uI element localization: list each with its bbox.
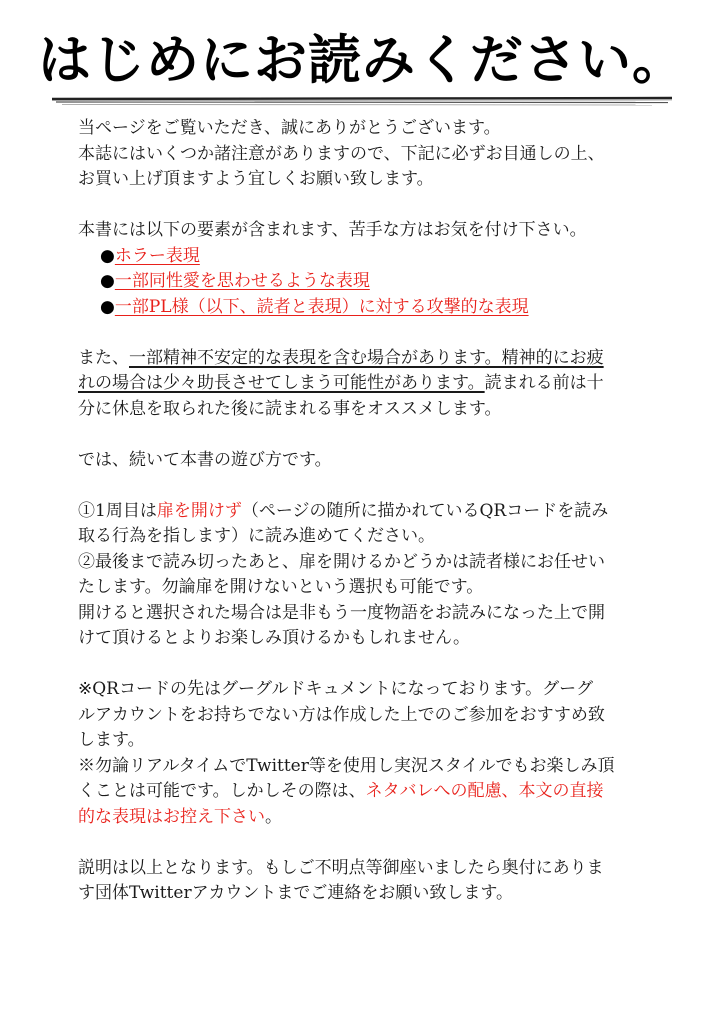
step1-line-2: 取る行為を指します）に読み進めてください。: [78, 526, 435, 546]
mental-warning-line-2: れの場合は少々助長させてしまう可能性があります。読まれる前は十: [78, 373, 604, 393]
bullet-dot-icon: ●: [100, 296, 115, 317]
bullet-text: ホラー表現: [114, 245, 200, 266]
closing-line: す団体Twitterアカウントまでご連絡をお願い致します。: [78, 883, 514, 903]
spoiler-warning: ネタバレへの配慮、本文の直接: [365, 781, 604, 801]
text-line: 当ページをご覧いただき、誠にありがとうございます。: [78, 118, 501, 138]
bullet-text: 一部同性愛を思わせるような表現: [114, 271, 370, 291]
notice-body: [78, 116, 648, 907]
page-title: はじめにお読みください。: [38, 30, 686, 91]
note-twitter-line-3: 的な表現はお控え下さい。: [78, 806, 282, 827]
mental-warning-underlined: 一部精神不安定的な表現を含む場合があります。精神的にお疲: [129, 347, 604, 368]
text-line: 本誌にはいくつか諸注意がありますので、下記に必ずお目通しの上、: [78, 143, 605, 164]
bullet-text: 一部PL様（以下、読者と表現）に対する攻撃的な表現: [114, 296, 529, 317]
step2-line: たします。勿論扉を開けないという選択も可能です。: [78, 577, 484, 597]
spoiler-warning: 的な表現はお控え下さい: [78, 806, 265, 827]
step1-line-1: ①1周目は扉を開けず（ページの随所に描かれているQRコードを読み: [78, 500, 609, 521]
mental-warning-line-1: また、一部精神不安定的な表現を含む場合があります。精神的にお疲: [78, 347, 604, 368]
note-qr-line: ※QRコードの先はグーグルドキュメントになっております。グーグ: [78, 679, 594, 699]
bullet-item-same-sex: [78, 269, 648, 295]
closing-line: 説明は以上となります。もしご不明点等御座いましたら奥付にありま: [78, 857, 604, 878]
bullet-dot-icon: ●: [100, 245, 115, 266]
step2-line: けて頂けるとよりお楽しみ頂けるかもしれません。: [78, 628, 471, 648]
step1-highlight: 扉を開けず: [156, 500, 242, 521]
note-twitter-line-2: くことは可能です。しかしその際は、ネタバレへの配慮、本文の直接: [78, 781, 604, 801]
note-twitter-line-1: ※勿論リアルタイムでTwitter等を使用し実況スタイルでもお楽しみ頂: [78, 755, 615, 776]
step2-line: 開けると選択された場合は是非もう一度物語をお読みになった上で開: [78, 602, 605, 623]
mental-warning-line-3: 分に休息を取られた後に読まれる事をオススメします。: [78, 398, 502, 419]
bullet-item-aggressive: [78, 295, 648, 321]
elements-intro: 本書には以下の要素が含まれます、苦手な方はお気を付け下さい。: [78, 220, 587, 240]
step2-line: ②最後まで読み切ったあと、扉を開けるかどうかは読者様にお任せい: [78, 551, 605, 572]
mental-warning-underlined: れの場合は少々助長させてしまう可能性があります。: [78, 373, 485, 393]
bullet-dot-icon: ●: [100, 271, 115, 291]
note-qr-line: します。: [78, 730, 145, 750]
note-qr-line: ルアカウントをお持ちでない方は作成した上でのご参加をおすすめ致: [78, 704, 605, 725]
bullet-item-horror: [78, 244, 648, 270]
title-underline-decoration: [52, 94, 672, 108]
howto-intro: では、続いて本書の遊び方です。: [78, 449, 332, 470]
text-line: お買い上げ頂ますよう宜しくお願い致します。: [78, 169, 434, 189]
